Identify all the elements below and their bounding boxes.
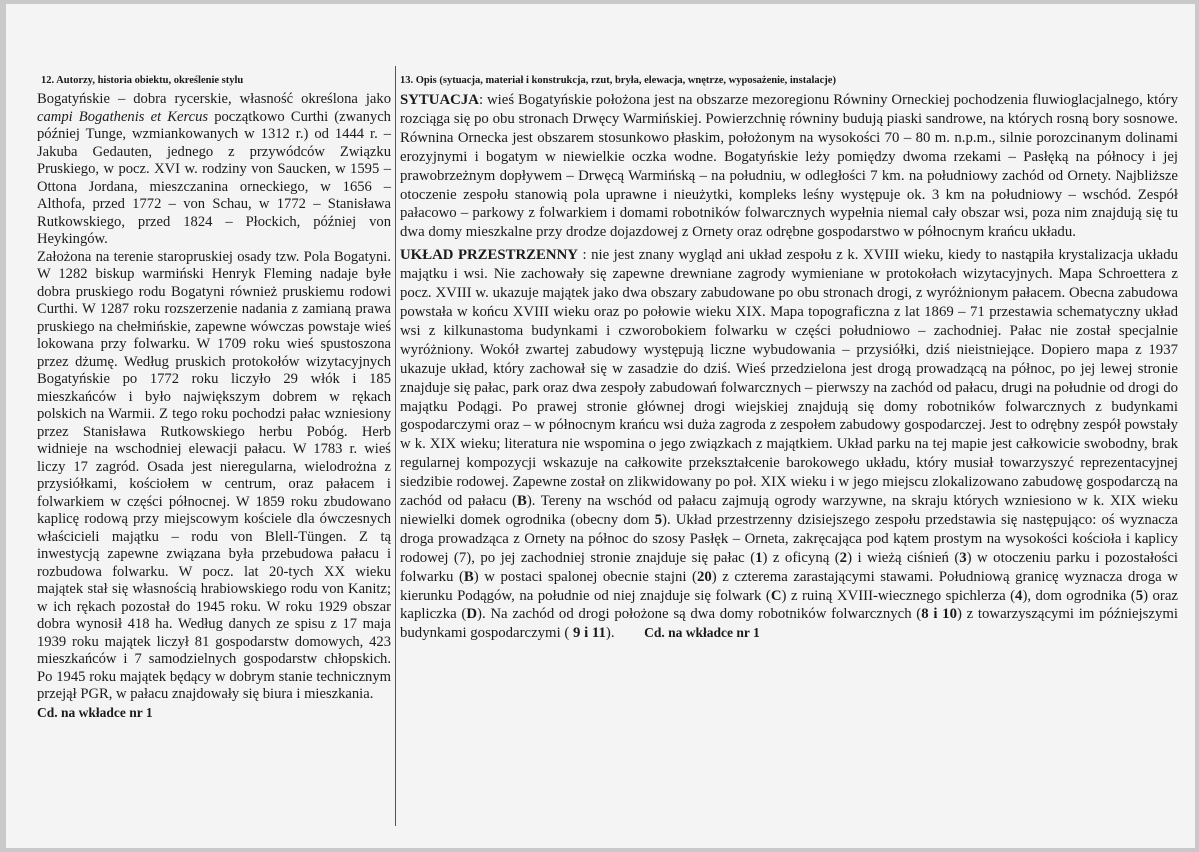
history-p1-end: początkowo Curthi (zwanych później Tunge, wzmiankowanych w 1312 r.) od 1444 r. – Jakuba Gedauten, jednego z przywódców Związku Pruskiego, w pocz. XVI w. rodziny von Saucken, w 1595 – Ottona Jordana, mieszczanina orneckiego, w 1656 – Althofa, przed 1772 – von Schau, w 1772 – Stanisława Rutkowskiego, przed 1824 – Płockich, później von Heykingów.: [37, 108, 391, 247]
layout-text-f: ) w otoczeniu parku i pozostałości folwarku (: [400, 549, 1178, 585]
layout-text-i: ) z ruiną XVIII-wiecznego spichlerza (: [781, 587, 1016, 604]
layout-paragraph: [400, 246, 1178, 643]
ref-8-10: 8 i 10: [921, 606, 957, 623]
ref-b: B: [516, 493, 527, 510]
layout-text-l: ). Na zachód od drogi położone są dwa domy robotników folwarcznych (: [477, 606, 922, 623]
description-footer: Cd. na wkładce nr 1: [644, 625, 760, 641]
history-header: 12. Autorzy, historia obiektu, określenie stylu: [41, 75, 244, 86]
ref-d: D: [466, 606, 478, 623]
ref-c: C: [770, 587, 782, 604]
layout-text-d: ) z oficyną (: [762, 549, 840, 566]
latin-name: campi Bogathenis et Kercus: [37, 108, 209, 125]
layout-text-n: ).: [605, 625, 615, 642]
ref-1: 1: [755, 549, 763, 566]
ref-3: 3: [959, 549, 967, 566]
history-text: [37, 91, 391, 721]
layout-text-a: : nie jest znany wygląd ani układ zespołu z k. XVIII wieku, kiedy to nastąpiła krystalizacja układu majątku i wsi. Nie zachowały się zapewne drewniane zagrody wymieniane w protokołach wizytacyjnych. Mapa Schroettera z pocz. XVIII w. ukazuje majątek jako dwa obszary zabudowane po obu stronach drogi, z wyróżnionym pałacem. Obecna zabudowa powstała w końcu XVIII wieku oraz po połowie wieku XIX. Mapa topograficzna z lat 1869 – 71 przestawia schematyczny układ wsi z kilkunastoma budynkami i czworobokiem folwarku w części południowo – zachodniej. Pałac nie został specjalnie wyróżniony. Wokół zwartej zabudowy występują liczne wybudowania – przysiółki, dziś nieistniejące. Dopiero mapa z 1937 ukazuje układ, który zachował się w zasadzie do dziś. Wieś przedzielona jest drogą prowadzącą na północ, po jej lewej stronie znajduje się pałac, park oraz dwa zespoły zabudowań folwarcznych – pierwszy na zachód od pałacu, drugi na południe od drogi do majątku Podągi. Po prawej stronie głównej drogi wiejskiej znajdują się domy robotników folwarcznych z budynkami gospodarczymi oraz – w północnym krańcu wsi duża zagroda z zespołem zabudowy gospodarczej. Jest to odrębny zespół powstały w k. XIX wieku; literatura nie wspomina o jego związkach z majątkiem. Układ parku na tej mapie jest całkowicie swobodny, brak regularnej kompozycji wskazuje na całkowite przekształcenie barokowego układu, który musiał towarzyszyć reprezentacyjnej siedzibie rodowej. Zapewne został on zlikwidowany po poł. XIX wieku i w jego miejscu zlokalizowano zabudowę gospodarczą na zachód od pałacu (: [400, 247, 1178, 510]
history-column: [37, 74, 391, 721]
layout-text-c: ). Układ przestrzenny dzisiejszego zespołu przedstawia się następująco: oś wyznacza droga prowadząca z Ornety na północ do szosy Pasłęk – Orneta, zakręcająca pod kątem prostym na wysokości kościoła i kaplicy rodowej (7), po jej zachodniej stronie znajduje się pałac (: [400, 511, 1178, 566]
ref-4: 4: [1015, 587, 1023, 604]
layout-text-g: ) w postaci spalonej obecnie stajni (: [473, 568, 697, 585]
history-p1-start: Bogatyńskie – dobra rycerskie, własność określona jako: [37, 91, 391, 107]
situation-heading: SYTUACJA: [400, 92, 479, 108]
description-column: [400, 74, 1178, 643]
column-divider: [395, 66, 396, 826]
document-sheet: [6, 4, 1195, 848]
history-paragraph-2: Założona na terenie staropruskiej osady tzw. Pola Bogatyni. W 1282 biskup warmiński Henryk Fleming nadaje byłe dobra pruskiego rodu Bogatyni również pruskiemu rodowi Curthi. W 1287 roku rozszerzenie nadania z zamianą prawa pruskiego na chełmińskie, zapewne wówczas powstaje wieś lokowana przy folwarku. W 1709 roku wieś spustoszona przez dżumę. Według pruskich protokołów wizytacyjnych Bogatyńskie po 1772 roku liczyło 29 włók i 185 mieszkańców i było największym dobrem w rękach polskich na Warmii. Z tego roku pochodzi pałac wzniesiony przez Stanisława Rutkowskiego herbu Pobóg. Herb widnieje na wschodniej elewacji pałacu. W 1783 r. wieś liczy 17 zagród. Osada jest nieregularna, wielodrożna z przysiółkami, kościołem w centrum, oraz pałacem i folwarkiem w części północnej. W 1859 roku zbudowano kaplicę rodową przy miejscowym kościele dla ówczesnych właścicieli majątku – rodu von Blell-Tüngen. Z tą inwestycją zapewne związana była przebudowa pałacu i rozbudowa folwarku. W pocz. lat 20-tych XX wieku majątek stał się własnością hrabiowskiego rodu von Kanitz; w ich rękach pozostał do 1945 roku. W roku 1929 obszar dobra wynosił 418 ha. Według danych ze spisu z 17 maja 1939 roku majątek liczył 81 gospodarstw domowych, 423 mieszkańców i 7 samodzielnych gospodarstw chłopskich. Po 1945 roku majątek będący w dobrym stanie technicznym przejął PGR, w pałacu znajdowały się biura i mieszkania.: [37, 248, 391, 702]
history-footer: Cd. na wkładce nr 1: [37, 704, 153, 720]
layout-text-h: ) z czterema zarastającymi stawami. Południową granicę wyznacza droga w kierunku Podągów, na południe od niej znajduje się folwark (: [400, 568, 1178, 604]
layout-text-b: ). Tereny na wschód od pałacu zajmują ogrody warzywne, na skraju których wzniesiono w k. XIX wieku niewielki domek ogrodnika (obecny dom: [400, 493, 1178, 528]
ref-5-2: 5: [1135, 587, 1144, 604]
layout-text-e: ) i wieżą ciśnień (: [847, 549, 960, 566]
layout-text-j: ), dom ogrodnika (: [1022, 587, 1136, 604]
situation-paragraph: [400, 91, 1178, 242]
history-paragraph-1: [37, 91, 391, 249]
ref-2: 2: [839, 549, 848, 566]
description-text: [400, 91, 1178, 643]
ref-9-11: 9 i 11: [573, 625, 606, 642]
ref-20: 20: [696, 568, 712, 585]
layout-text-k: ) oraz kapliczka (: [400, 587, 1178, 623]
layout-text-m: ) z towarzyszącymi im późniejszymi budynkami gospodarczymi (: [400, 606, 1178, 642]
situation-text: : wieś Bogatyńskie położona jest na obszarze mezoregionu Równiny Orneckiej pochodzenia fluwioglacjalnego, który rozciąga się po obu stronach Drwęcy Warmińskiej. Powierzchnię równiny budują piaski sandrowe, na których rosną bory sosnowe. Równina Ornecka jest obszarem stosunkowo płaskim, położonym na wysokości 70 – 80 m. n.p.m., silnie porozcinanym dolinami erozyjnymi i bogatym w niewielkie oczka wodne. Bogatyńskie leży pomiędzy dwoma rzekami – Pasłęką na północy i jej prawobrzeżnym dopływem – Drwęcą Warmińską – na południu, w odległości 7 km. na południowy zachód od Ornety. Najbliższe otoczenie zespołu stanowią pola uprawne i nieużytki, kompleks leśny występuje ok. 3 km na południowy – wschód. Zespół pałacowo – parkowy z folwarkiem i domami robotników folwarcznych wypełnia niemal cały obszar wsi, poza nim znajdują się tu dwa domy mieszkalne przy drodze dojazdowej z Ornety oraz odrębne gospodarstwo w północnym krańcu układu.: [400, 92, 1178, 241]
layout-heading: UKŁAD PRZESTRZENNY: [400, 247, 578, 264]
ref-5: 5: [654, 511, 663, 528]
ref-b-2: B: [463, 568, 474, 585]
description-header: 13. Opis (sytuacja, materiał i konstrukcja, rzut, bryła, elewacja, wnętrze, wyposażenie, instalacje): [400, 75, 836, 86]
